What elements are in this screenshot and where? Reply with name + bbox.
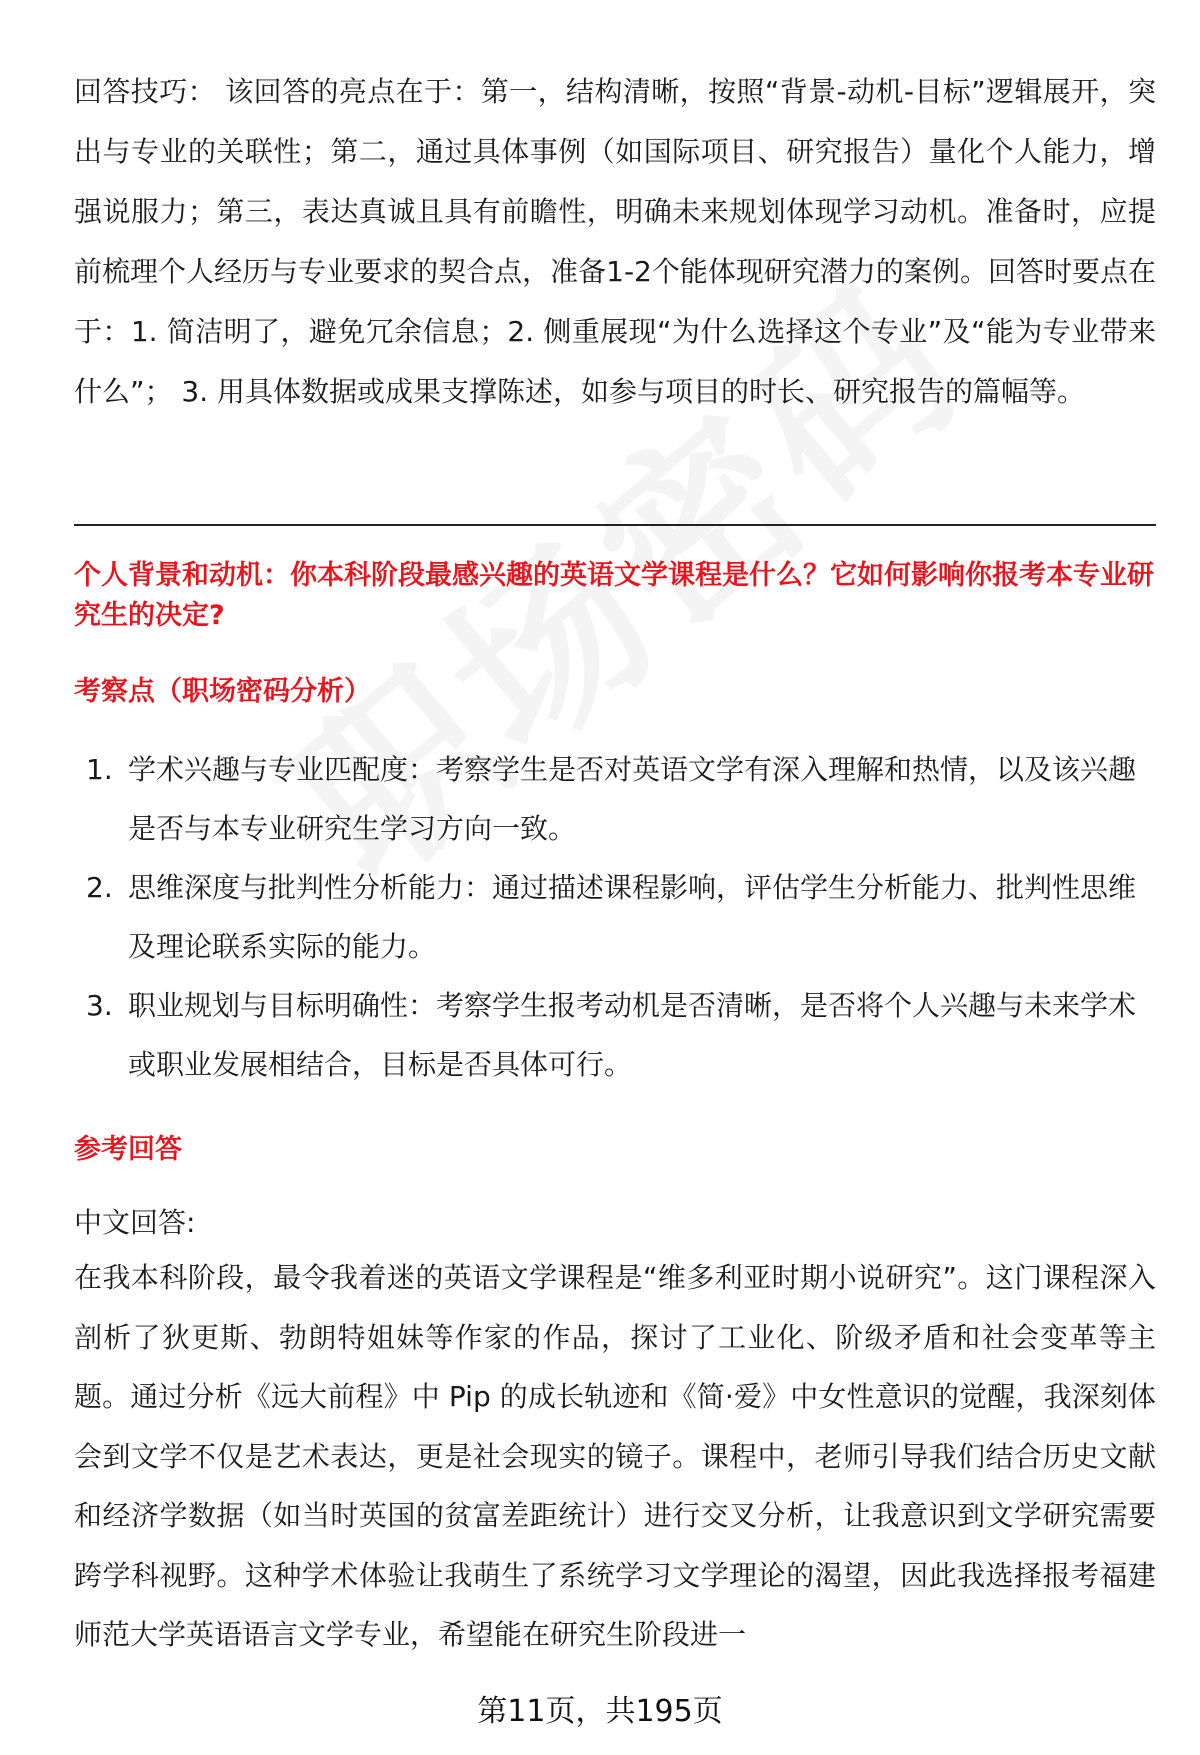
answer-tips-paragraph: 回答技巧： 该回答的亮点在于：第一，结构清晰，按照“背景-动机-目标”逻辑展开，突出与专业的关联性；第二，通过具体事例（如国际项目、研究报告）量化个人能力，增强说服力；第三，表达真诚且具有前瞻性，明确未来规划体现学习动机。准备时，应提前梳理个人经历与专业要求的契合点，准备1-2个能体现研究潜力的案例。回答时要点在于：1. 简洁明了，避免冗余信息；2. 侧重展现“为什么选择这个专业”及“能为专业带来什么”； 3. 用具体数据或成果支撑陈述，如参与项目的时长、研究报告的篇幅等。: [74, 75, 1156, 408]
reference-answer-block: [74, 1198, 1156, 1665]
list-item: [74, 976, 1156, 1094]
chinese-answer-label: 中文回答:: [74, 1206, 196, 1239]
exam-points-list: [74, 740, 1156, 1094]
list-item-text: 学术兴趣与专业匹配度：考察学生是否对英语文学有深入理解和热情，以及该兴趣是否与本专业研究生学习方向一致。: [128, 753, 1137, 845]
list-item-text: 职业规划与目标明确性：考察学生报考动机是否清晰，是否将个人兴趣与未来学术或职业发展相结合，目标是否具体可行。: [128, 989, 1137, 1081]
intro-section: [74, 62, 1156, 422]
list-item-number: 3.: [86, 989, 113, 1022]
exam-points-heading: 考察点（职场密码分析）: [74, 676, 371, 707]
list-item: [74, 858, 1156, 976]
list-item-text: 思维深度与批判性分析能力：通过描述课程影响，评估学生分析能力、批判性思维及理论联系实际的能力。: [128, 871, 1137, 963]
list-item: [74, 740, 1156, 858]
reference-answer-heading: 参考回答: [74, 1134, 182, 1165]
list-item-number: 1.: [86, 753, 113, 786]
list-item-number: 2.: [86, 871, 113, 904]
page-number: 第11页，共195页: [477, 1694, 723, 1729]
chinese-answer-text: 在我本科阶段，最令我着迷的英语文学课程是“维多利亚时期小说研究”。这门课程深入剖析了狄更斯、勃朗特姐妹等作家的作品，探讨了工业化、阶级矛盾和社会变革等主题。通过分析《远大前程》中 Pip 的成长轨迹和《简·爱》中女性意识的觉醒，我深刻体会到文学不仅是艺术表达，更是社会现实的镜子。课程中，老师引导我们结合历史文献和经济学数据（如当时英国的贫富差距统计）进行交叉分析，让我意识到文学研究需要跨学科视野。这种学术体验让我萌生了系统学习文学理论的渴望，因此我选择报考福建师范大学英语语言文学专业，希望能在研究生阶段进一: [74, 1261, 1156, 1651]
question-title: 个人背景和动机：你本科阶段最感兴趣的英语文学课程是什么？它如何影响你报考本专业研究生的决定?: [74, 560, 1154, 631]
section-divider: [74, 524, 1156, 526]
